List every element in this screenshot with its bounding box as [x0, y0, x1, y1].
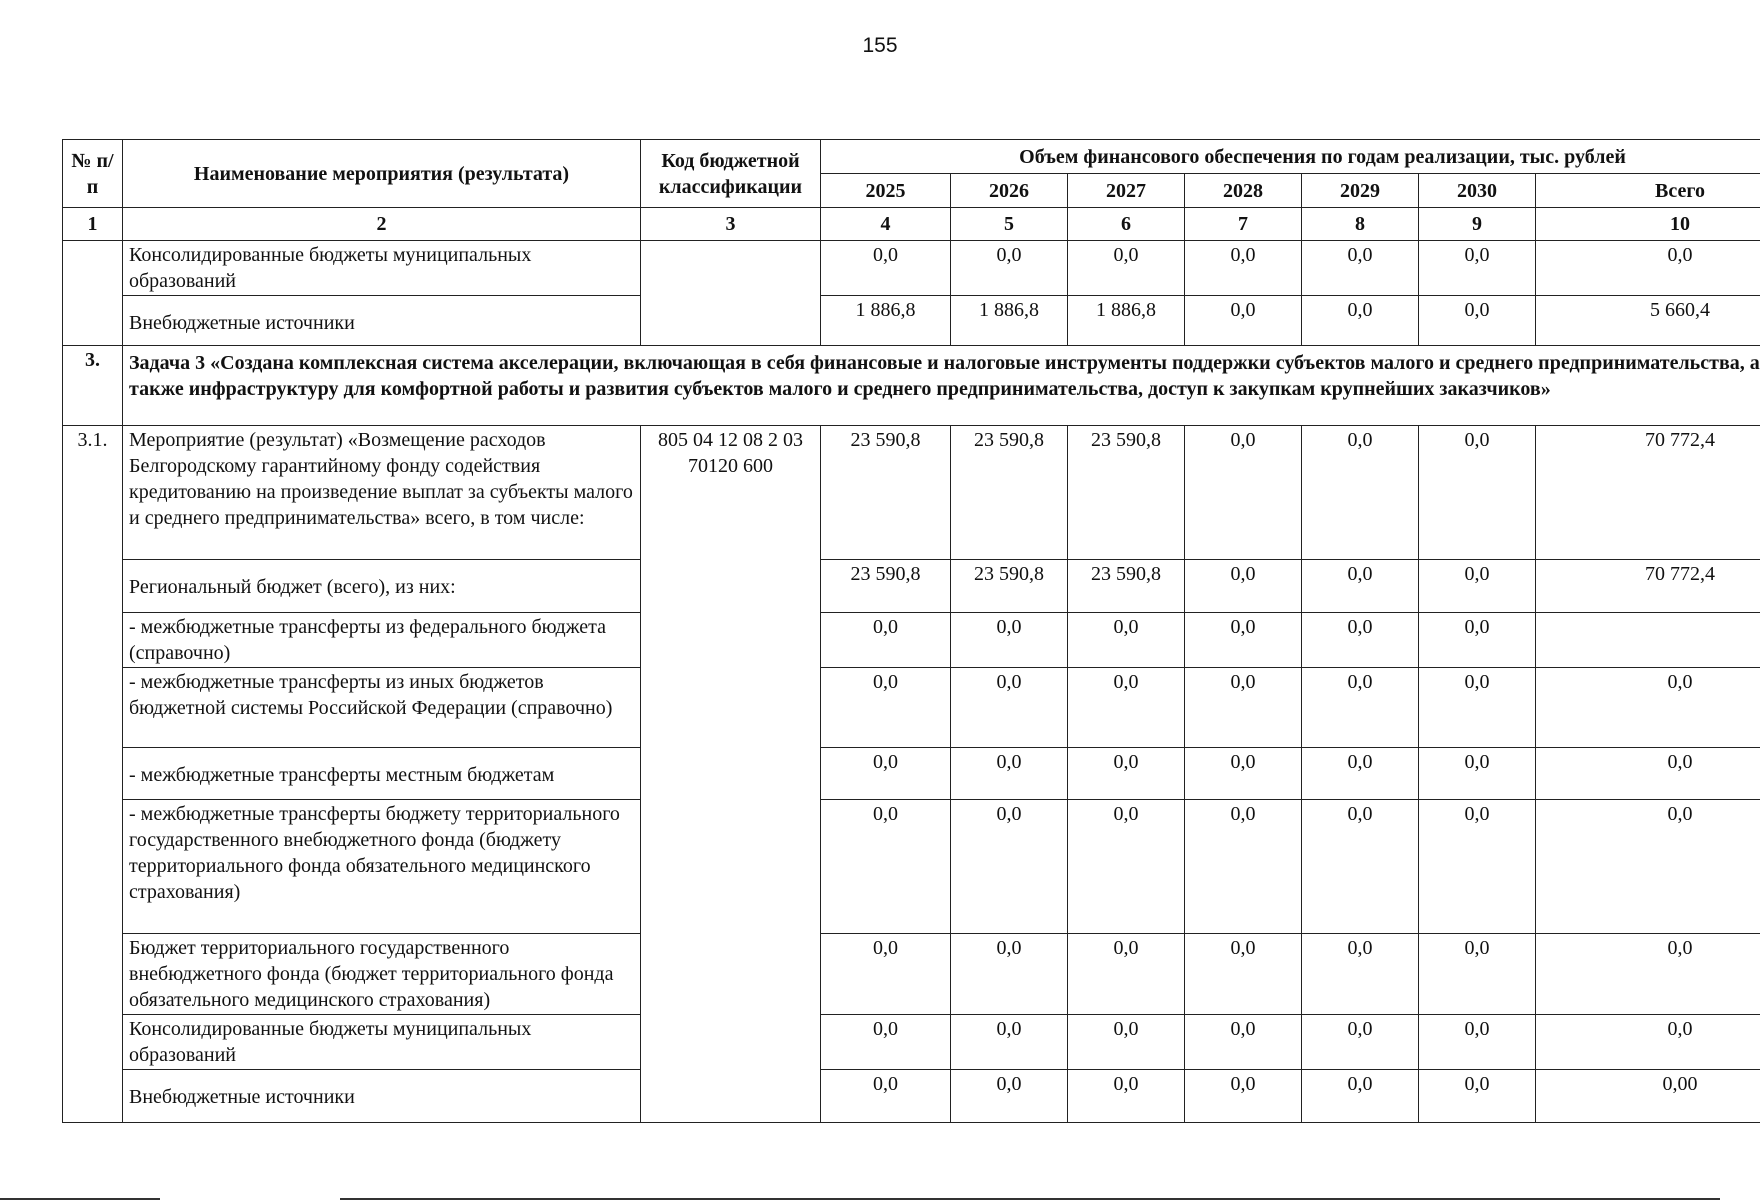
row-name: Внебюджетные источники: [123, 1070, 641, 1123]
value-cell: 0,0: [1068, 1070, 1185, 1123]
row-name: Внебюджетные источники: [123, 296, 641, 346]
task-number: 3.: [63, 346, 123, 426]
value-cell: 23 590,8: [1068, 426, 1185, 560]
value-cell: 0,0: [1185, 1070, 1302, 1123]
value-cell: 23 590,8: [951, 426, 1068, 560]
header-name: Наименование мероприятия (результата): [123, 140, 641, 208]
task-row: [63, 346, 1760, 426]
header-volume: Объем финансового обеспечения по годам реализации, тыс. рублей: [821, 140, 1760, 174]
column-number: 9: [1419, 208, 1536, 241]
value-cell: 0,00: [1536, 1070, 1760, 1123]
column-number: 5: [951, 208, 1068, 241]
header-year: 2029: [1302, 174, 1419, 208]
value-cell: 0,0: [1419, 668, 1536, 748]
table-row: [63, 241, 1760, 296]
value-cell: 0,0: [1302, 613, 1419, 668]
value-cell: 0,0: [951, 1070, 1068, 1123]
header-num: № п/п: [63, 140, 123, 208]
table-row: [63, 934, 1760, 1015]
value-cell: 0,0: [821, 1070, 951, 1123]
value-cell: 0,0: [1302, 241, 1419, 296]
value-cell: 0,0: [1302, 1015, 1419, 1070]
column-number: 2: [123, 208, 641, 241]
value-cell: 0,0: [1185, 296, 1302, 346]
table-row: [63, 1070, 1760, 1123]
value-cell: 0,0: [821, 1015, 951, 1070]
value-cell: 0,0: [1536, 748, 1760, 800]
value-cell: 0,0: [1185, 800, 1302, 934]
value-cell: 0,0: [1068, 800, 1185, 934]
value-cell: 0,0: [1419, 934, 1536, 1015]
table-row: [63, 560, 1760, 613]
value-cell: 0,0: [951, 668, 1068, 748]
value-cell: 70 772,4: [1536, 560, 1760, 613]
value-cell: 1 886,8: [951, 296, 1068, 346]
value-cell: 0,0: [1302, 748, 1419, 800]
header-year: 2027: [1068, 174, 1185, 208]
value-cell: 0,0: [1419, 1015, 1536, 1070]
value-cell: 0,0: [1068, 934, 1185, 1015]
row-name: - межбюджетные трансферты бюджету территориального государственного внебюджетного фонда (бюджету территориального фонда обязательного медицинского страхования): [123, 800, 641, 934]
column-numbers-row: [63, 208, 1760, 241]
column-number: 8: [1302, 208, 1419, 241]
value-cell: 0,0: [821, 668, 951, 748]
value-cell: 0,0: [821, 800, 951, 934]
table-row: [63, 426, 1760, 560]
value-cell: 0,0: [821, 241, 951, 296]
value-cell: 0,0: [951, 241, 1068, 296]
value-cell: 0,0: [951, 1015, 1068, 1070]
value-cell: 0,0: [1419, 560, 1536, 613]
value-cell: 0,0: [1302, 668, 1419, 748]
column-number: 3: [641, 208, 821, 241]
value-cell: 0,0: [1068, 613, 1185, 668]
table-row: [63, 1015, 1760, 1070]
page-number: 155: [862, 34, 898, 57]
table-row: [63, 296, 1760, 346]
value-cell: 0,0: [1068, 668, 1185, 748]
value-cell: 0,0: [821, 934, 951, 1015]
value-cell: 0,0: [951, 800, 1068, 934]
value-cell: 0,0: [951, 934, 1068, 1015]
header-total: Всего: [1536, 174, 1760, 208]
value-cell: 0,0: [1185, 560, 1302, 613]
value-cell: 0,0: [1302, 560, 1419, 613]
header-year: 2028: [1185, 174, 1302, 208]
header-year: 2030: [1419, 174, 1536, 208]
value-cell: 0,0: [1419, 613, 1536, 668]
value-cell: 0,0: [1185, 241, 1302, 296]
task-title: Задача 3 «Создана комплексная система акселерации, включающая в себя финансовые и налоговые инструменты поддержки субъектов малого и среднего предпринимательства, а также инфраструктуру для комфортной работы и развития субъектов малого и среднего предпринимательства, доступ к закупкам крупнейших заказчиков»: [123, 346, 1760, 426]
value-cell: 23 590,8: [821, 560, 951, 613]
value-cell: 0,0: [1302, 934, 1419, 1015]
row-name: - межбюджетные трансферты из иных бюджетов бюджетной системы Российской Федерации (справочно): [123, 668, 641, 748]
value-cell: 0,0: [1419, 296, 1536, 346]
value-cell: 0,0: [1185, 748, 1302, 800]
value-cell: 0,0: [1185, 613, 1302, 668]
table-row: [63, 668, 1760, 748]
value-cell: 0,0: [1068, 241, 1185, 296]
value-cell: 0,0: [1419, 1070, 1536, 1123]
row-name: Мероприятие (результат) «Возмещение расходов Белгородскому гарантийному фонду содействия кредитованию на произведение выплат за субъекты малого и среднего предпринимательства» всего, в том числе:: [123, 426, 641, 560]
value-cell: [1536, 613, 1760, 668]
value-cell: 0,0: [1185, 668, 1302, 748]
budget-code: 805 04 12 08 2 03 70120 600: [641, 426, 821, 1123]
header-year: 2026: [951, 174, 1068, 208]
value-cell: 0,0: [821, 613, 951, 668]
value-cell: 0,0: [1302, 296, 1419, 346]
row-name: Консолидированные бюджеты муниципальных образований: [123, 1015, 641, 1070]
value-cell: 0,0: [1185, 934, 1302, 1015]
column-number: 1: [63, 208, 123, 241]
value-cell: 0,0: [951, 748, 1068, 800]
column-number: 6: [1068, 208, 1185, 241]
value-cell: 23 590,8: [951, 560, 1068, 613]
value-cell: 23 590,8: [821, 426, 951, 560]
budget-table: [62, 139, 1760, 1123]
column-number: 10: [1536, 208, 1760, 241]
column-number: 4: [821, 208, 951, 241]
row-name: Консолидированные бюджеты муниципальных образований: [123, 241, 641, 296]
header-code: Код бюджетной классификации: [641, 140, 821, 208]
row-name: Бюджет территориального государственного внебюджетного фонда (бюджет территориального фонда обязательного медицинского страхования): [123, 934, 641, 1015]
activity-number: 3.1.: [63, 426, 123, 1123]
value-cell: 0,0: [1419, 241, 1536, 296]
value-cell: 0,0: [1302, 1070, 1419, 1123]
value-cell: 0,0: [1419, 800, 1536, 934]
row-name: - межбюджетные трансферты местным бюджетам: [123, 748, 641, 800]
value-cell: 0,0: [1419, 426, 1536, 560]
value-cell: 1 886,8: [821, 296, 951, 346]
value-cell: 0,0: [1302, 426, 1419, 560]
value-cell: 5 660,4: [1536, 296, 1760, 346]
table-row: [63, 613, 1760, 668]
header-year: 2025: [821, 174, 951, 208]
code-empty: [641, 241, 821, 346]
value-cell: 0,0: [951, 613, 1068, 668]
row-name: Региональный бюджет (всего), из них:: [123, 560, 641, 613]
value-cell: 0,0: [1419, 748, 1536, 800]
table-row: [63, 800, 1760, 934]
value-cell: 23 590,8: [1068, 560, 1185, 613]
value-cell: 0,0: [1536, 1015, 1760, 1070]
row-number-empty: [63, 241, 123, 346]
value-cell: 0,0: [821, 748, 951, 800]
column-number: 7: [1185, 208, 1302, 241]
value-cell: 0,0: [1185, 426, 1302, 560]
value-cell: 0,0: [1536, 934, 1760, 1015]
value-cell: 0,0: [1536, 800, 1760, 934]
value-cell: 0,0: [1536, 241, 1760, 296]
value-cell: 0,0: [1302, 800, 1419, 934]
value-cell: 70 772,4: [1536, 426, 1760, 560]
value-cell: 0,0: [1536, 668, 1760, 748]
value-cell: 1 886,8: [1068, 296, 1185, 346]
row-name: - межбюджетные трансферты из федерального бюджета (справочно): [123, 613, 641, 668]
value-cell: 0,0: [1068, 748, 1185, 800]
table-row: [63, 748, 1760, 800]
value-cell: 0,0: [1068, 1015, 1185, 1070]
value-cell: 0,0: [1185, 1015, 1302, 1070]
